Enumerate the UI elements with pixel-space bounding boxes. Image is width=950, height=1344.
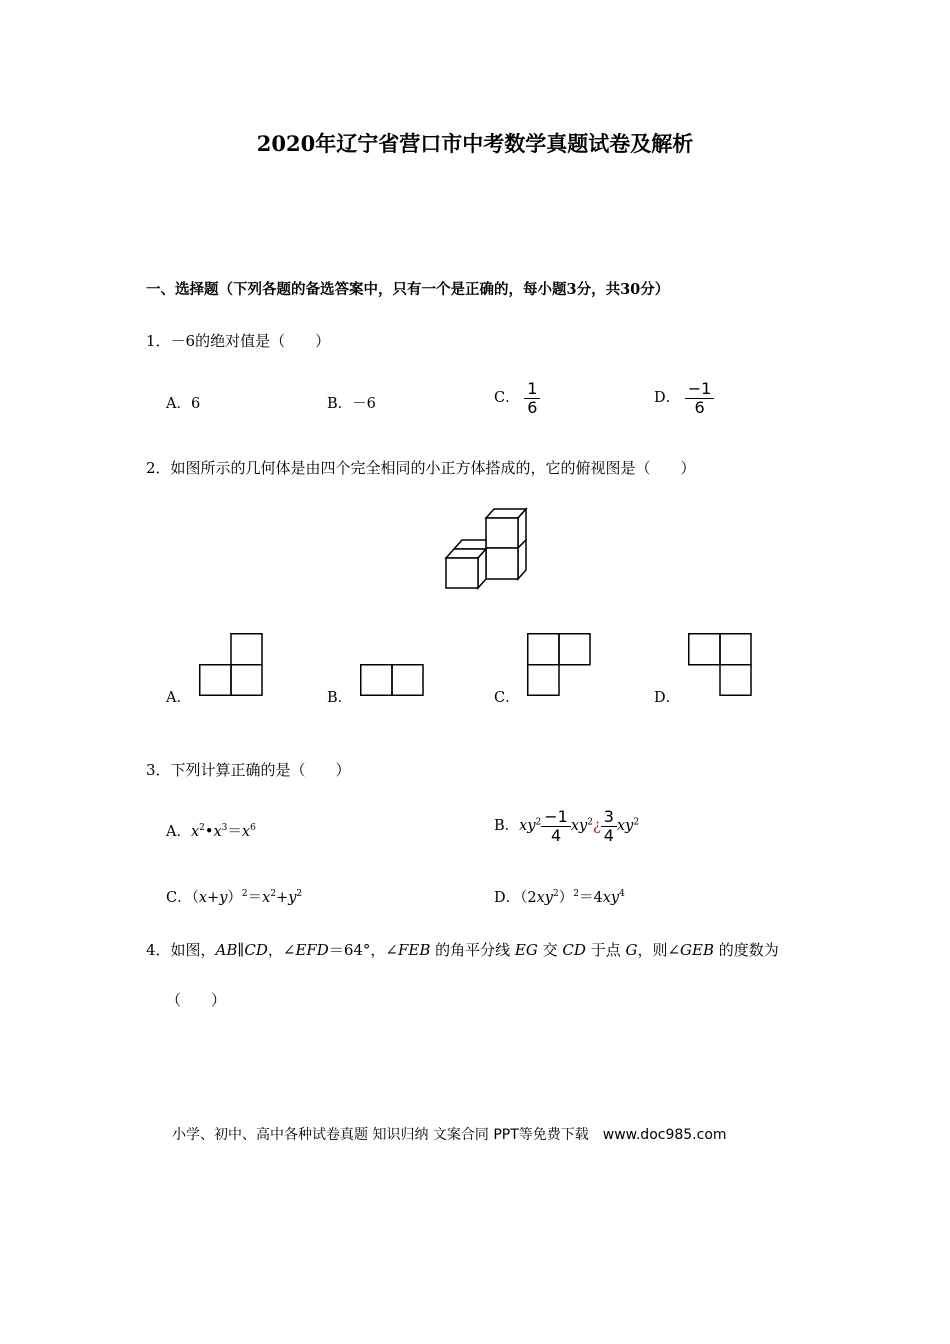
q3-b-fraction-2: $\frac{3}{4}$ — [601, 808, 617, 844]
page-footer: 小学、初中、高中各种试卷真题 知识归纳 文案合同 PPT等免费下载 www.doc985.com — [172, 1127, 727, 1143]
document-title: 2020年辽宁省营口市中考数学真题试卷及解析 — [256, 131, 694, 156]
q3-option-c: C．$(x+y)^2=x^2+y^2$ — [166, 889, 303, 906]
cube-solid-figure — [444, 506, 530, 592]
q1-option-c — [494, 380, 540, 416]
q1-c-denominator: 6 — [527, 397, 538, 417]
q1-d-denominator: 6 — [694, 397, 705, 417]
q2-option-b-figure — [360, 664, 424, 696]
q2-option-a: A． — [166, 690, 191, 706]
question-4-stem: 4．如图，AB∥CD，∠EFD＝64°，∠FEB 的角平分线 EG 交 CD 于点 G，则∠GEB 的度数为 — [146, 941, 779, 959]
q1-option-d-fraction — [685, 380, 715, 416]
q3-option-d-label: D． — [494, 890, 521, 906]
q1-d-numerator: −1 — [685, 380, 715, 399]
q1-option-c-label: C． — [494, 390, 520, 407]
q1-option-a: A．6 — [166, 396, 201, 412]
q1-option-c-fraction — [524, 380, 540, 416]
q1-c-numerator: 1 — [524, 380, 540, 399]
question-2-stem: 2．如图所示的几何体是由四个完全相同的小正方体搭成的，它的俯视图是（ ） — [146, 459, 696, 477]
q2-option-d: D． — [654, 690, 681, 706]
q3-option-a-label: A． — [166, 824, 191, 840]
q3-b-glyph: ¿ — [592, 818, 601, 835]
q2-option-a-figure — [199, 633, 263, 696]
question-3-stem: 3．下列计算正确的是（ ） — [146, 761, 351, 779]
question-4-bracket: （ ） — [166, 991, 227, 1009]
q2-option-c-figure — [527, 633, 591, 696]
q1-option-d-label: D． — [654, 390, 681, 407]
q2-option-b: B． — [327, 690, 353, 706]
q3-option-a: A．$x^2•x^3=x^6$ — [166, 823, 256, 840]
q3-b-fraction-1: $\frac{-1}{4}$ — [541, 808, 571, 844]
q2-option-c: C． — [494, 690, 520, 706]
q1-option-b: B．－6 — [327, 396, 376, 412]
q3-option-c-label: C． — [166, 890, 192, 906]
question-1-stem: 1．－6的绝对值是（ ） — [146, 332, 331, 350]
q2-option-d-figure — [688, 633, 752, 696]
q3-option-d: D．$(2xy^2)^2=4xy^4$ — [494, 889, 625, 906]
q1-option-d — [654, 380, 714, 416]
q3-option-b: B．$xy^2$ $\frac{-1}{4}$ $xy^2¿$ $\frac{3}{4}$ $xy^2$ — [494, 807, 640, 845]
q3-option-b-label: B． — [494, 818, 520, 835]
section-heading: 一、选择题（下列各题的备选答案中，只有一个是正确的，每小题3分，共30分） — [146, 281, 670, 298]
